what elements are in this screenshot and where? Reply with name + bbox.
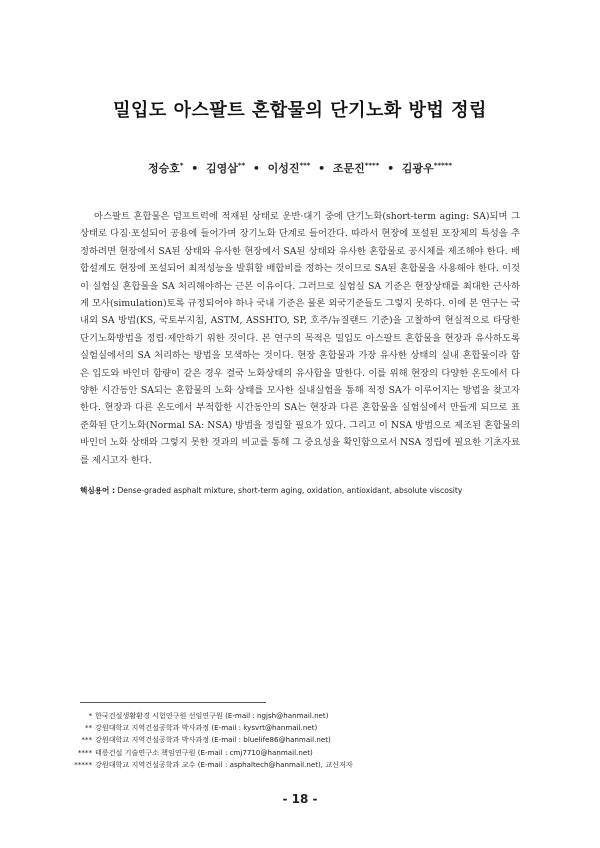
author-name: 김영삼 (205, 162, 238, 175)
author-mark: * (179, 161, 184, 170)
author-mark: ***** (433, 161, 452, 170)
footnote-item (72, 747, 532, 759)
author-mark: **** (364, 161, 380, 170)
keywords-text: Dense-graded asphalt mixture, short-term aging, oxidation, antioxidant, absolute viscosity (117, 486, 463, 495)
author-mark: *** (299, 161, 311, 170)
author-separator: • (187, 162, 203, 175)
author-name: 김광우 (401, 162, 434, 175)
footnote-item (72, 722, 532, 734)
abstract-paragraph: 아스팔트 혼합물은 덤프트럭에 적재된 상태로 운반·대기 중에 단기노화(short-term aging: SA)되며 그 상태로 다짐·포설되어 공용에 들어가며 장기노화 단계로 들어간다. 따라서 현장에 포설된 포장체의 특성을 추정하려면 현장에서 SA된 상태와 유사한 현장에서 SA된 상태와 유사한 혼합물로 공시체를 제조해야 한다. 배합설계도 현장에 포설되어 최적성능을 발휘할 배합비를 정하는 것이므로 SA된 혼합물을 사용해야 한다. 이것이 실험실 혼합물을 SA 처리해야하는 근본 이유이다. 그러므로 실험실 SA 기준은 현장상태를 최대한 근사하게 모사(simulation)토록 규정되어야 하나 국내 기준은 물론 외국기준들도 그렇지 못하다. 이에 본 연구는 국내외 SA 방법(KS, 국토부지침, ASTM, ASSHTO, SP, 호주/뉴질랜드 기준)을 고찰하여 현실적으로 타당한 단기노화방법을 정립·제안하기 위한 것이다. 본 연구의 목적은 밀입도 아스팔트 혼합물을 현장과 유사하도록 실험실에서의 SA 처리하는 방법을 모색하는 것이다. 현장 혼합물과 가장 유사한 상태의 실내 혼합물이라 함은 입도와 바인더 함량이 같은 경우 결국 노화상태의 유사함을 말한다. 이를 위해 현장의 다양한 온도에서 다양한 시간동안 SA되는 혼합물의 노화 상태를 모사한 실내실험을 통해 적정 SA가 이루어지는 방법을 찾고자 한다. 현장과 다른 온도에서 부적합한 시간동안의 SA는 현장과 다른 혼합물을 실험실에서 만들게 되므로 표준화된 단기노화(Normal SA: NSA) 방법을 정립할 필요가 있다. 그리고 이 NSA 방법으로 제조된 혼합물의 바인더 노화 상태와 그렇지 못한 것과의 비교를 통해 그 중요성을 확인함으로서 NSA 정립에 필요한 기초자료를 제시고자 한다. (80, 211, 520, 466)
keywords-line (80, 485, 540, 496)
footnote-text: 강원대학교 지역건설공학과 박사과정 (E-mail : bluelife86@hanmail.net) (95, 735, 331, 745)
page-number: - 18 - (282, 792, 318, 806)
keywords-label: 핵심용어 : (80, 486, 116, 495)
footnote-text: 강원대학교 지역건설공학과 교수 (E-mail : asphaltech@hanmail.net), 교신저자 (95, 759, 353, 769)
footnote-mark: **** (77, 747, 92, 757)
footnote-mark: *** (81, 735, 92, 745)
author-list (0, 160, 600, 176)
author-mark: ** (237, 161, 246, 170)
footnote-item (72, 710, 532, 722)
footnote-rule (80, 702, 266, 703)
author-separator: • (249, 162, 264, 175)
paper-title: 밀입도 아스팔트 혼합물의 단기노화 방법 정립 (113, 100, 487, 121)
footnote-item (72, 759, 532, 771)
footnotes (72, 710, 532, 771)
author-name: 정승호 (148, 162, 180, 175)
author-separator: • (314, 162, 329, 175)
footnote-mark: * (88, 711, 92, 720)
footnote-item (72, 734, 532, 746)
footnote-text: 태릉건설 기술연구소 책임연구원 (E-mail : cmj7710@hanmail.net) (95, 747, 313, 757)
author-separator: • (383, 162, 398, 175)
footnote-text: 한국건설생활환경 시험연구원 선임연구원 (E-mail : ngjsh@hanmail.net) (95, 711, 329, 720)
author-name: 조문진 (332, 162, 365, 175)
footnote-mark: ***** (74, 759, 92, 769)
footnote-text: 강원대학교 지역건설공학과 박사과정 (E-mail : kysvrt@hanmail.net) (95, 723, 318, 733)
footnote-mark: ** (84, 723, 92, 733)
author-name: 이성진 (267, 162, 300, 175)
